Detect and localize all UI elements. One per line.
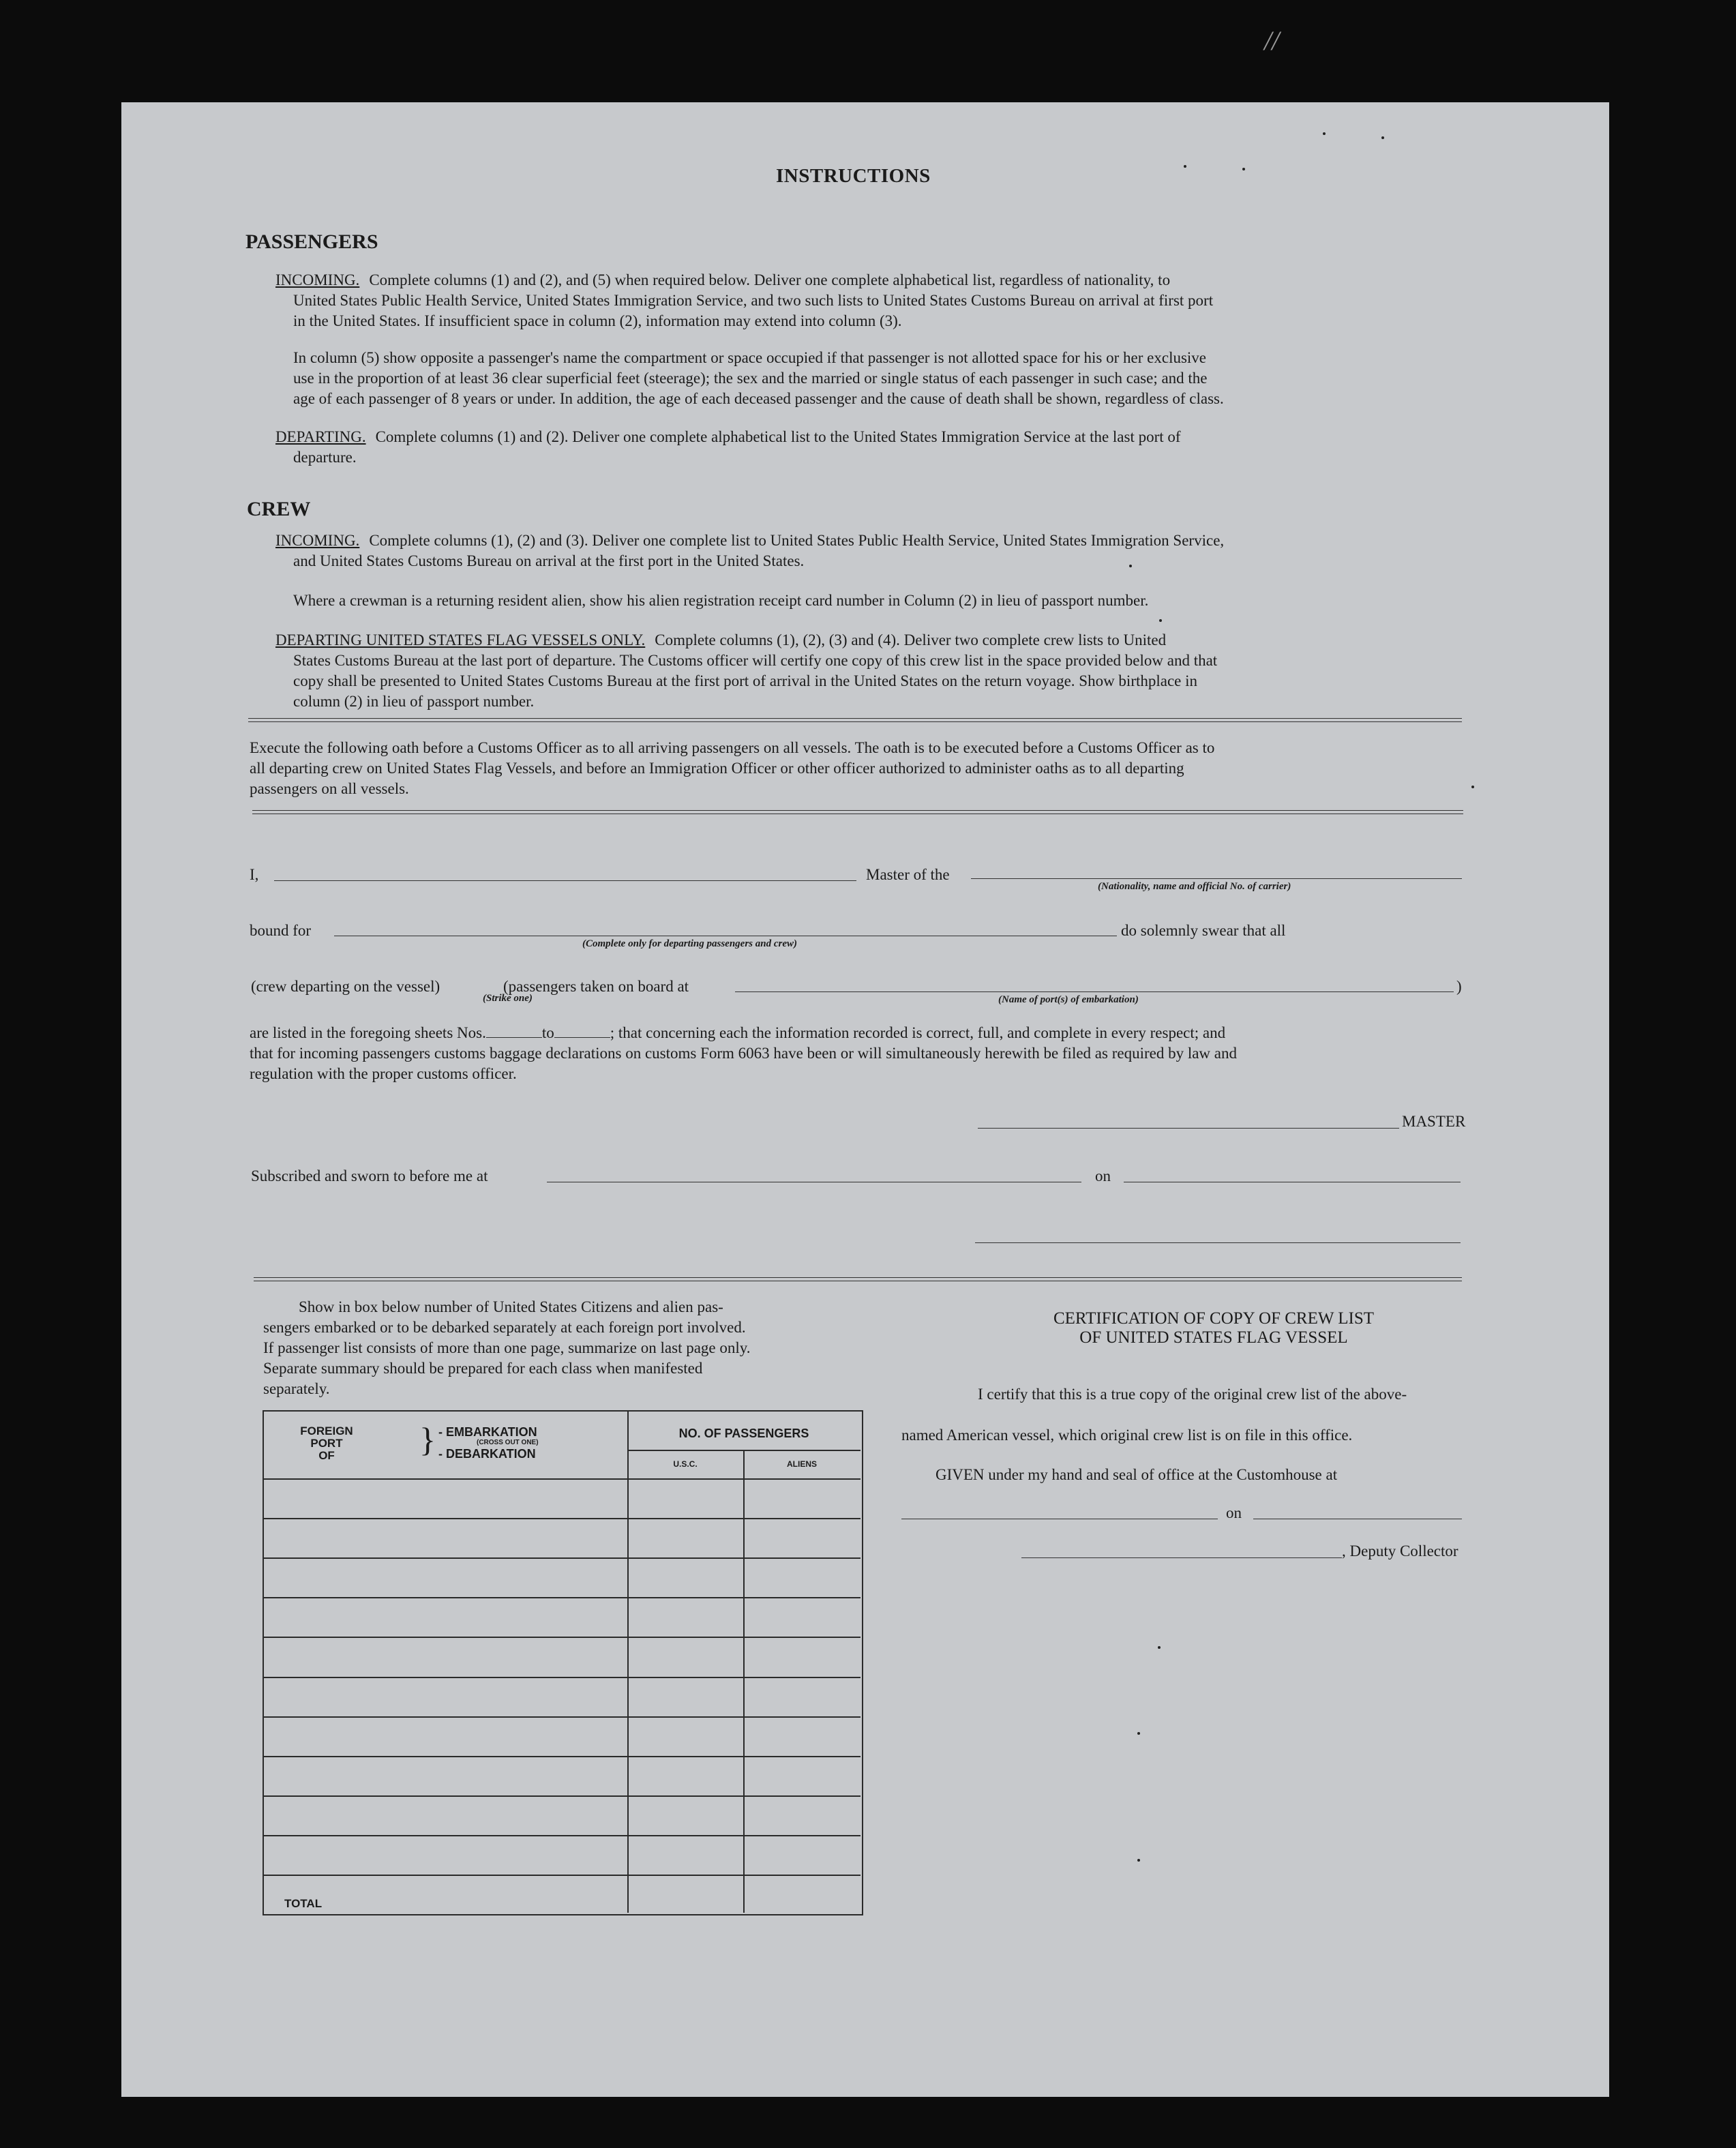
no-of-passengers-header: NO. OF PASSENGERS [678,1427,809,1440]
deputy-signature-field[interactable] [1021,1557,1342,1558]
embarkation-caption: (Name of port(s) of embarkation) [998,994,1139,1005]
listed-text: ; that concerning each the information recorded is correct, full, and complete in every respect; and [610,1024,1226,1041]
passengers-incoming-line: in the United States. If insufficient space in column (2), information may extend into column (3). [293,312,902,329]
crew-departing-line: Complete columns (1), (2), (3) and (4). Deliver two complete crew lists to United [655,631,1167,648]
passengers-taken-option[interactable]: (passengers taken on board at [503,978,689,995]
passengers-departing-label: DEPARTING. [275,428,366,445]
summary-note-line: separately. [263,1380,330,1397]
master-of-label: Master of the [866,866,950,883]
debarkation-option[interactable]: - DEBARKATION [438,1447,536,1461]
passengers-departing-line: departure. [293,449,357,466]
sworn-on-label: on [1095,1167,1111,1184]
passengers-incoming-label: INCOMING. [275,271,360,288]
table-row-rule [264,1756,860,1757]
oath-i-label: I, [250,866,259,883]
master-label: MASTER [1402,1113,1466,1130]
swear-text: do solemnly swear that all [1121,922,1286,939]
aliens-header: ALIENS [786,1459,817,1469]
passengers-incoming-line: Complete columns (1) and (2), and (5) when required below. Deliver one complete alphabetical list, regardless of nationality, to [369,271,1171,288]
crew-returning-text: Where a crewman is a returning resident alien, show his alien registration receipt card number in Column (2) in lieu of passport number. [293,592,1149,609]
oath-intro-line: Execute the following oath before a Customs Officer as to all arriving passengers on all vessels. The oath is to be executed before a Customs Officer as to [250,739,1215,756]
carrier-caption: (Nationality, name and official No. of carrier) [1098,881,1291,892]
table-row-rule [264,1557,860,1559]
speck [1129,565,1132,567]
crew-departing-option[interactable]: (crew departing on the vessel) [251,978,440,995]
table-row-rule [264,1677,860,1678]
column5-line: age of each passenger of 8 years or under. In addition, the age of each deceased passenger and the cause of death shall be shown, regardless of class. [293,390,1224,407]
form-page [121,102,1609,2097]
speck [1242,168,1245,170]
passengers-incoming-line: United States Public Health Service, United States Immigration Service, and two such lists to United States Customs Bureau on arrival at first port [293,292,1214,309]
crew-heading: CREW [247,498,311,520]
oath-intro-line: all departing crew on United States Flag Vessels, and before an Immigration Officer or other officer authorized to administer oaths as to all departing [250,760,1184,777]
instructions-title: INSTRUCTIONS [776,165,931,187]
listed-line: regulation with the proper customs officer. [250,1065,517,1082]
column5-line: use in the proportion of at least 36 clear superficial feet (steerage); the sex and the married or single status of each passenger in such case; and the [293,370,1208,387]
bound-for-caption: (Complete only for departing passengers and crew) [582,938,797,949]
crew-departing-line: copy shall be presented to United States Customs Bureau at the first port of arrival in the United States on the return voyage. Show birthplace in [293,672,1198,689]
strike-one-caption: (Strike one) [483,993,533,1004]
table-row-rule [264,1875,860,1876]
oath-intro-line: passengers on all vessels. [250,780,409,797]
speck [1158,1646,1161,1649]
foreign-port-header [293,1425,361,1462]
table-row-rule [264,1914,860,1915]
crew-incoming-line: Complete columns (1), (2) and (3). Deliver one complete list to United States Public Health Service, United States Immigration Service, [369,532,1225,549]
section-divider [252,810,1463,814]
foreign-port-word: FOREIGN [300,1424,353,1437]
certification-on-label: on [1226,1504,1242,1521]
summary-note-line: Separate summary should be prepared for each class when manifested [263,1360,703,1377]
table-row-rule [264,1637,860,1638]
listed-to-label: to [541,1024,554,1041]
speck [1471,786,1474,788]
bound-for-label: bound for [250,922,312,939]
passenger-summary-table [263,1410,863,1915]
summary-note-line: Show in box below number of United States Citizens and alien pas- [299,1298,723,1315]
crew-departing-block [275,630,1462,712]
certification-text: I certify that this is a true copy of the original crew list of the above- [978,1386,1407,1403]
table-row-rule [264,1716,860,1718]
foreign-port-word: OF [318,1449,335,1462]
listed-text: are listed in the foregoing sheets Nos. [250,1024,486,1041]
certification-text: named American vessel, which original crew list is on file in this office. [901,1427,1353,1444]
cross-out-note: (CROSS OUT ONE) [477,1439,539,1446]
oath-intro [250,738,1462,799]
crew-departing-line: States Customs Bureau at the last port of departure. The Customs officer will certify one copy of this crew list in the space provided below and that [293,652,1218,669]
speck [1137,1859,1140,1862]
section-divider [254,1277,1462,1281]
certification-title-line: CERTIFICATION OF COPY OF CREW LIST [1053,1309,1375,1328]
sheet-to-field[interactable] [554,1025,610,1038]
master-signature-field[interactable] [978,1128,1399,1129]
speck [1184,165,1186,168]
close-paren: ) [1456,978,1462,995]
speck [1137,1732,1140,1735]
crew-incoming-block [275,531,1462,571]
brace-icon: } [419,1420,436,1459]
crew-departing-line: column (2) in lieu of passport number. [293,693,535,710]
passengers-departing-line: Complete columns (1) and (2). Deliver one complete alphabetical list to the United States Immigration Service at the last port of [375,428,1181,445]
sheet-from-field[interactable] [486,1025,542,1038]
subscribed-label: Subscribed and sworn to before me at [251,1167,488,1184]
speck [1381,136,1384,139]
section-divider [248,718,1462,722]
carrier-field[interactable] [971,878,1462,879]
officer-signature-field[interactable] [975,1242,1461,1243]
column5-line: In column (5) show opposite a passenger's name the compartment or space occupied if that passenger is not allotted space for his or her exclusive [293,349,1207,366]
crew-departing-label: DEPARTING UNITED STATES FLAG VESSELS ONLY. [275,631,646,648]
table-row-rule [264,1518,860,1519]
deputy-collector-label: , Deputy Collector [1342,1542,1458,1560]
table-divider [627,1412,629,1913]
listed-statement [250,1023,1462,1084]
table-row-rule [264,1835,860,1836]
summary-note [263,1297,854,1399]
summary-note-line: sengers embarked or to be debarked separately at each foreign port involved. [263,1319,746,1336]
table-divider [627,1450,860,1451]
column5-block [293,348,1462,409]
passengers-departing-block [275,427,1462,468]
listed-line: that for incoming passengers customs baggage declarations on customs Form 6063 have been or will simultaneously herewith be filed as required by law and [250,1045,1238,1062]
table-header-rule [264,1478,860,1480]
embarkation-header[interactable] [438,1427,539,1459]
certification-line [936,1384,1462,1405]
crew-incoming-label: INCOMING. [275,532,360,549]
passengers-heading: PASSENGERS [245,230,378,253]
summary-note-line: If passenger list consists of more than one page, summarize on last page only. [263,1339,751,1356]
certification-title [961,1309,1466,1347]
speck [1323,132,1326,135]
crew-incoming-line: and United States Customs Bureau on arrival at the first port in the United States. [293,552,805,569]
table-row-rule [264,1597,860,1598]
table-row-rule [264,1795,860,1797]
corner-mark: // [1264,25,1280,56]
total-label: TOTAL [284,1897,323,1910]
master-name-field[interactable] [274,880,856,881]
certification-text: GIVEN under my hand and seal of office at the Customhouse at [936,1466,1338,1483]
embarkation-ports-field[interactable] [735,991,1454,992]
speck [1159,619,1162,622]
foreign-port-word: PORT [310,1437,343,1450]
passengers-incoming-block [275,270,1462,331]
usc-header: U.S.C. [673,1459,698,1469]
embarkation-option[interactable]: - EMBARKATION [438,1425,537,1439]
certification-title-line: OF UNITED STATES FLAG VESSEL [1079,1328,1348,1347]
